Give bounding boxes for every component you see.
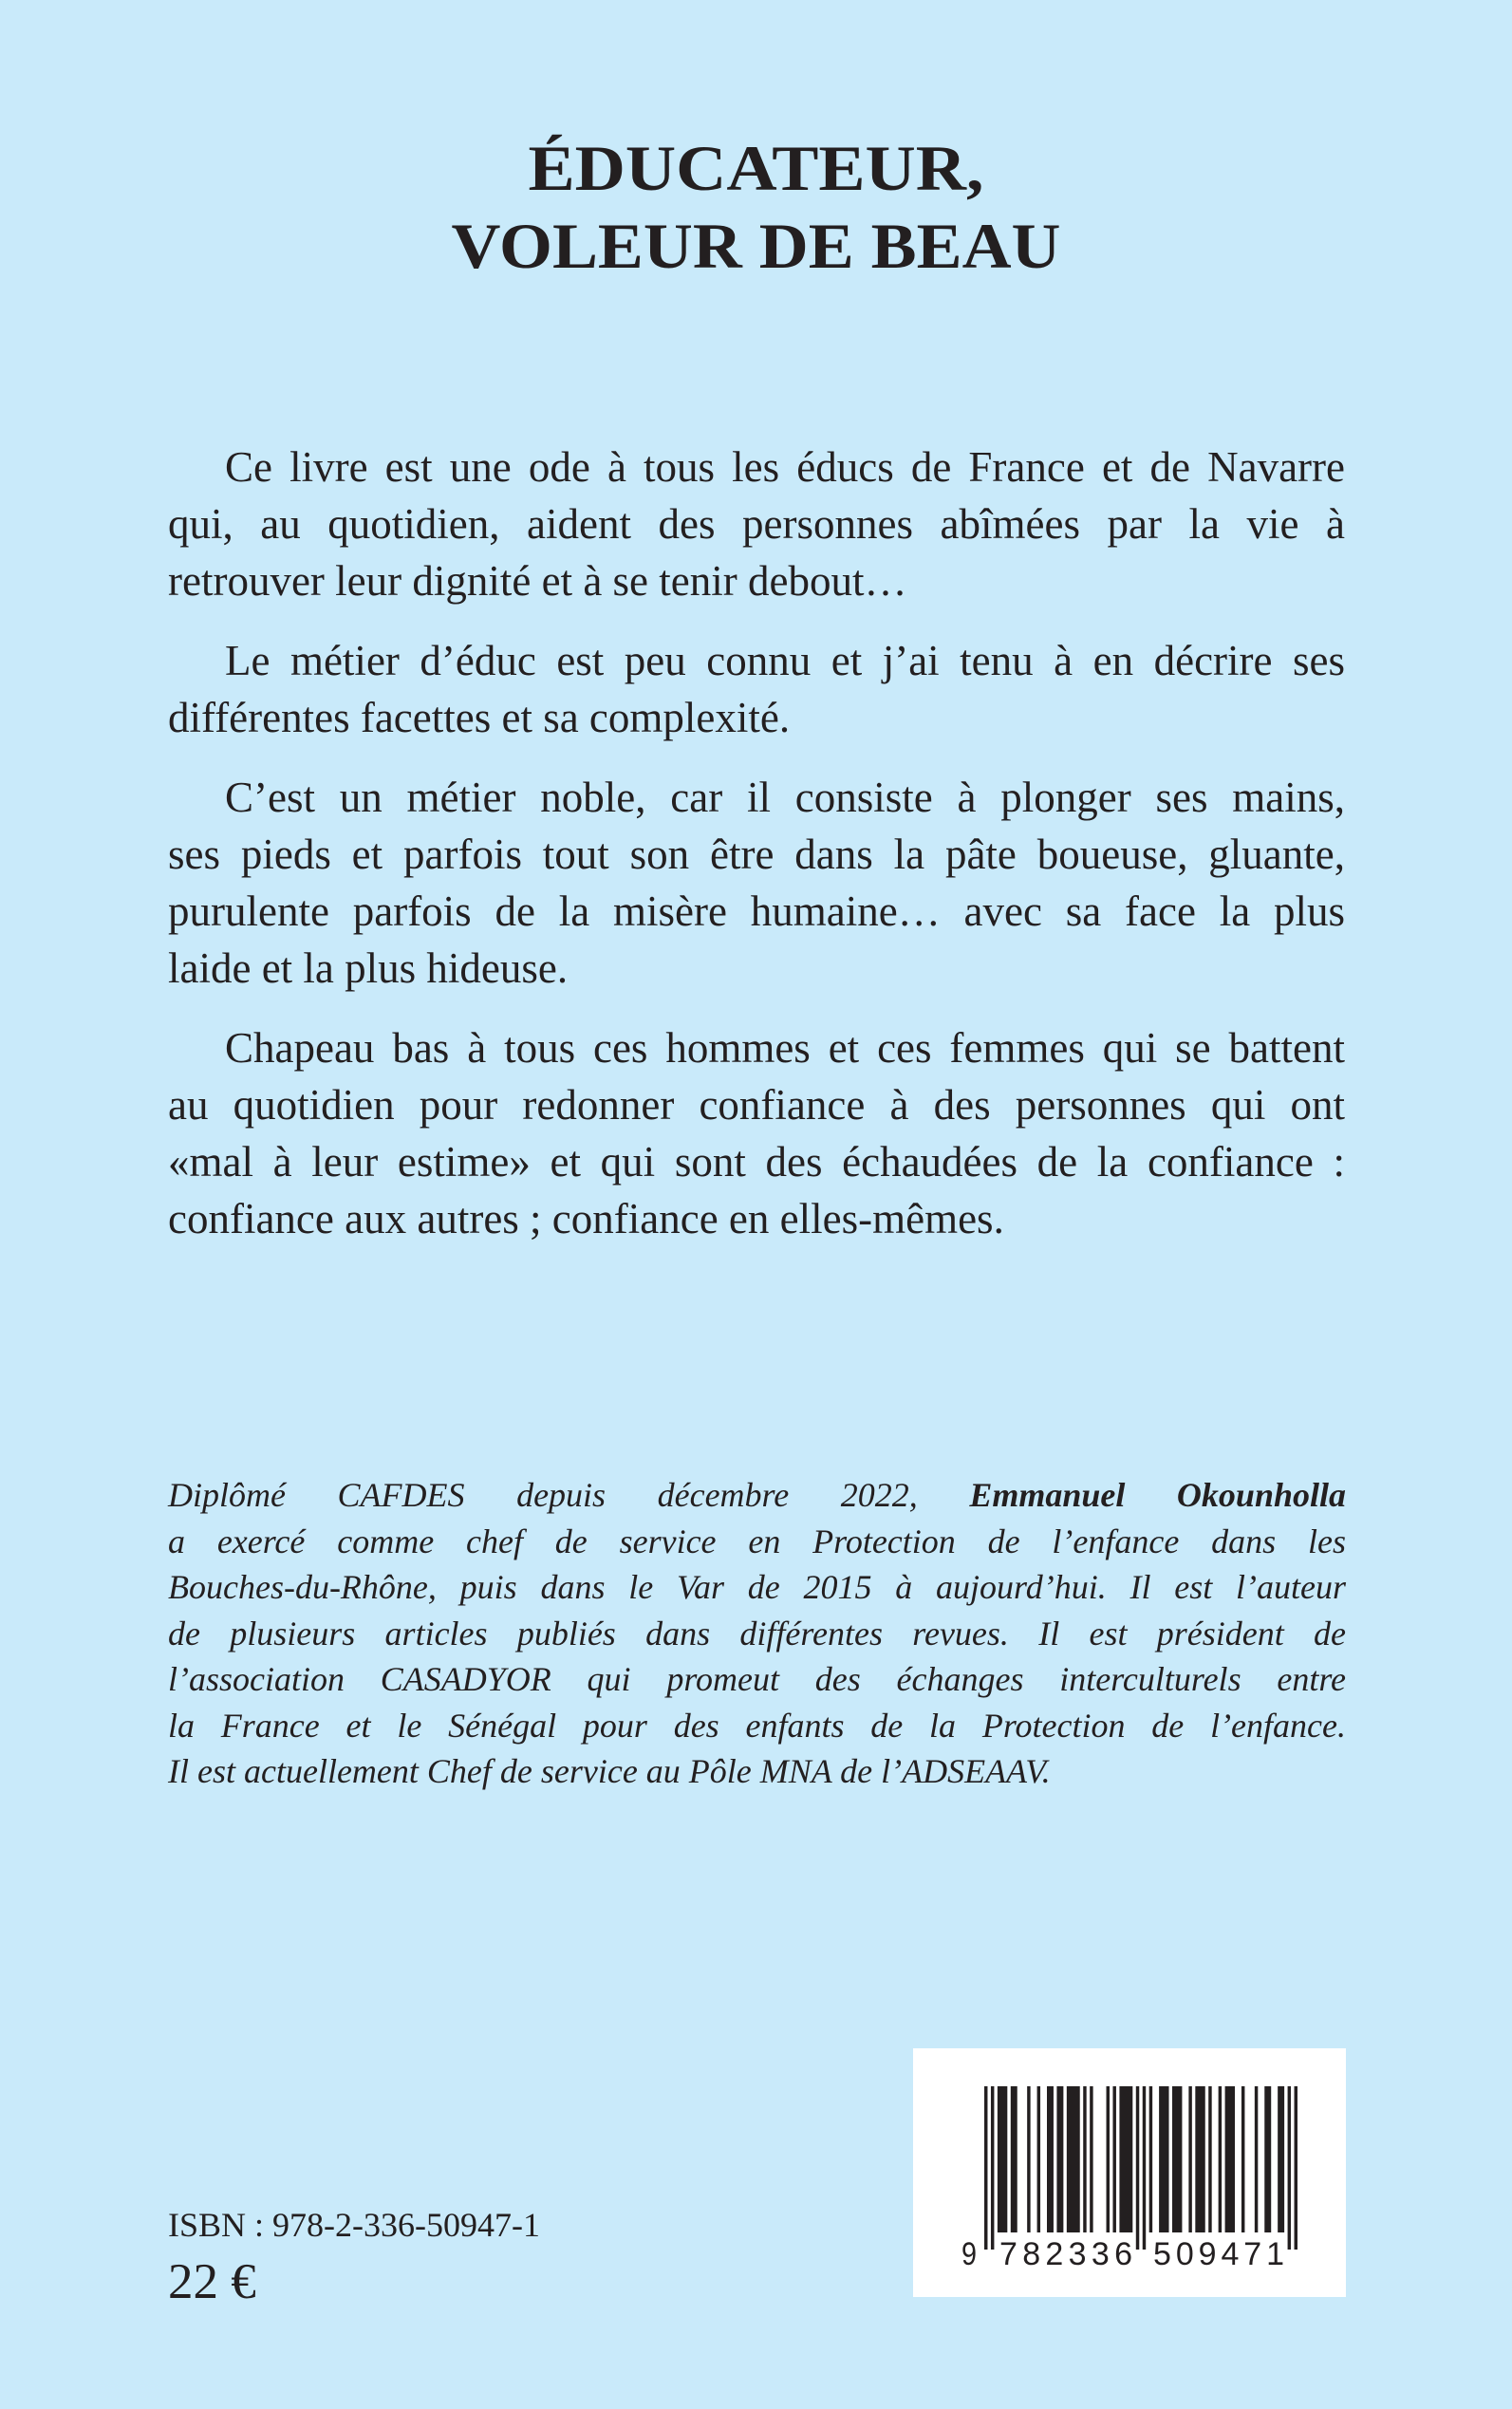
summary-line-text: au quotidien pour redonner confiance à des personnes qui ont xyxy=(168,1081,1345,1129)
bio-line-text xyxy=(168,1472,1346,1519)
bio-line xyxy=(168,1656,1346,1703)
summary-line-text: Chapeau bas à tous ces hommes et ces femmes qui se battent xyxy=(225,1024,1345,1072)
summary-paragraph-3 xyxy=(168,769,1345,997)
bio-line xyxy=(168,1703,1346,1749)
summary-line xyxy=(168,940,1345,997)
author-name: Emmanuel Okounholla xyxy=(969,1476,1346,1514)
bio-intro: Diplômé CAFDES depuis décembre 2022, xyxy=(168,1476,918,1514)
summary-line-text: laide et la plus hideuse. xyxy=(168,944,569,992)
summary-line xyxy=(168,769,1345,826)
summary-line-text: ses pieds et parfois tout son être dans la pâte boueuse, gluante, xyxy=(168,831,1345,878)
summary-line xyxy=(168,1019,1345,1076)
bio-line xyxy=(168,1611,1346,1657)
bio-line-text: a exercé comme chef de service en Protection de l’enfance dans les xyxy=(168,1522,1346,1560)
book-summary xyxy=(168,439,1345,1270)
isbn-label: ISBN : 978-2-336-50947-1 xyxy=(168,2206,540,2244)
barcode-left-digits: 782336 xyxy=(999,2236,1138,2272)
summary-line xyxy=(168,689,1345,746)
summary-line-text: qui, au quotidien, aident des personnes abîmées par la vie à xyxy=(168,500,1345,548)
summary-line-text: différentes facettes et sa complexité. xyxy=(168,694,791,741)
summary-line xyxy=(168,552,1345,609)
author-bio xyxy=(168,1472,1346,1795)
summary-line xyxy=(168,495,1345,552)
bio-line xyxy=(168,1519,1346,1565)
bio-line xyxy=(168,1472,1346,1519)
summary-line xyxy=(168,632,1345,689)
summary-paragraph-4 xyxy=(168,1019,1345,1247)
summary-paragraph-2 xyxy=(168,632,1345,746)
bio-line-text: la France et le Sénégal pour des enfants de la Protection de l’enfance. xyxy=(168,1706,1346,1745)
barcode-right-digits: 509471 xyxy=(1153,2236,1289,2272)
summary-line xyxy=(168,439,1345,495)
summary-line xyxy=(168,1076,1345,1133)
barcode xyxy=(913,2048,1346,2297)
summary-line-text: Ce livre est une ode à tous les éducs de France et de Navarre xyxy=(225,443,1345,491)
price-label: 22 € xyxy=(168,2254,256,2309)
bio-line xyxy=(168,1564,1346,1611)
barcode-first-digit: 9 xyxy=(961,2236,977,2272)
summary-line-text: retrouver leur dignité et à se tenir debout… xyxy=(168,557,907,605)
summary-line-text: «mal à leur estime» et qui sont des échaudées de la confiance : xyxy=(168,1138,1345,1186)
bio-line-text: de plusieurs articles publiés dans différentes revues. Il est président de xyxy=(168,1614,1346,1653)
book-title-line-1: ÉDUCATEUR, xyxy=(528,132,984,204)
summary-line xyxy=(168,883,1345,940)
summary-line xyxy=(168,1133,1345,1190)
book-title xyxy=(0,129,1512,285)
book-title-line-2: VOLEUR DE BEAU xyxy=(451,210,1061,282)
summary-line xyxy=(168,1190,1345,1247)
summary-line-text: purulente parfois de la misère humaine… avec sa face la plus xyxy=(168,887,1345,935)
summary-line xyxy=(168,826,1345,883)
summary-line-text: confiance aux autres ; confiance en elles-mêmes. xyxy=(168,1195,1004,1242)
bio-line xyxy=(168,1748,1346,1795)
summary-line-text: Le métier d’éduc est peu connu et j’ai tenu à en décrire ses xyxy=(225,637,1345,684)
summary-line-text: C’est un métier noble, car il consiste à plonger ses mains, xyxy=(225,774,1345,821)
bio-line-text: l’association CASADYOR qui promeut des échanges interculturels entre xyxy=(168,1660,1346,1698)
bio-line-text: Bouches-du-Rhône, puis dans le Var de 2015 à aujourd’hui. Il est l’auteur xyxy=(168,1568,1346,1606)
bio-line-text: Il est actuellement Chef de service au Pôle MNA de l’ADSEAAV. xyxy=(168,1752,1051,1790)
summary-paragraph-1 xyxy=(168,439,1345,609)
